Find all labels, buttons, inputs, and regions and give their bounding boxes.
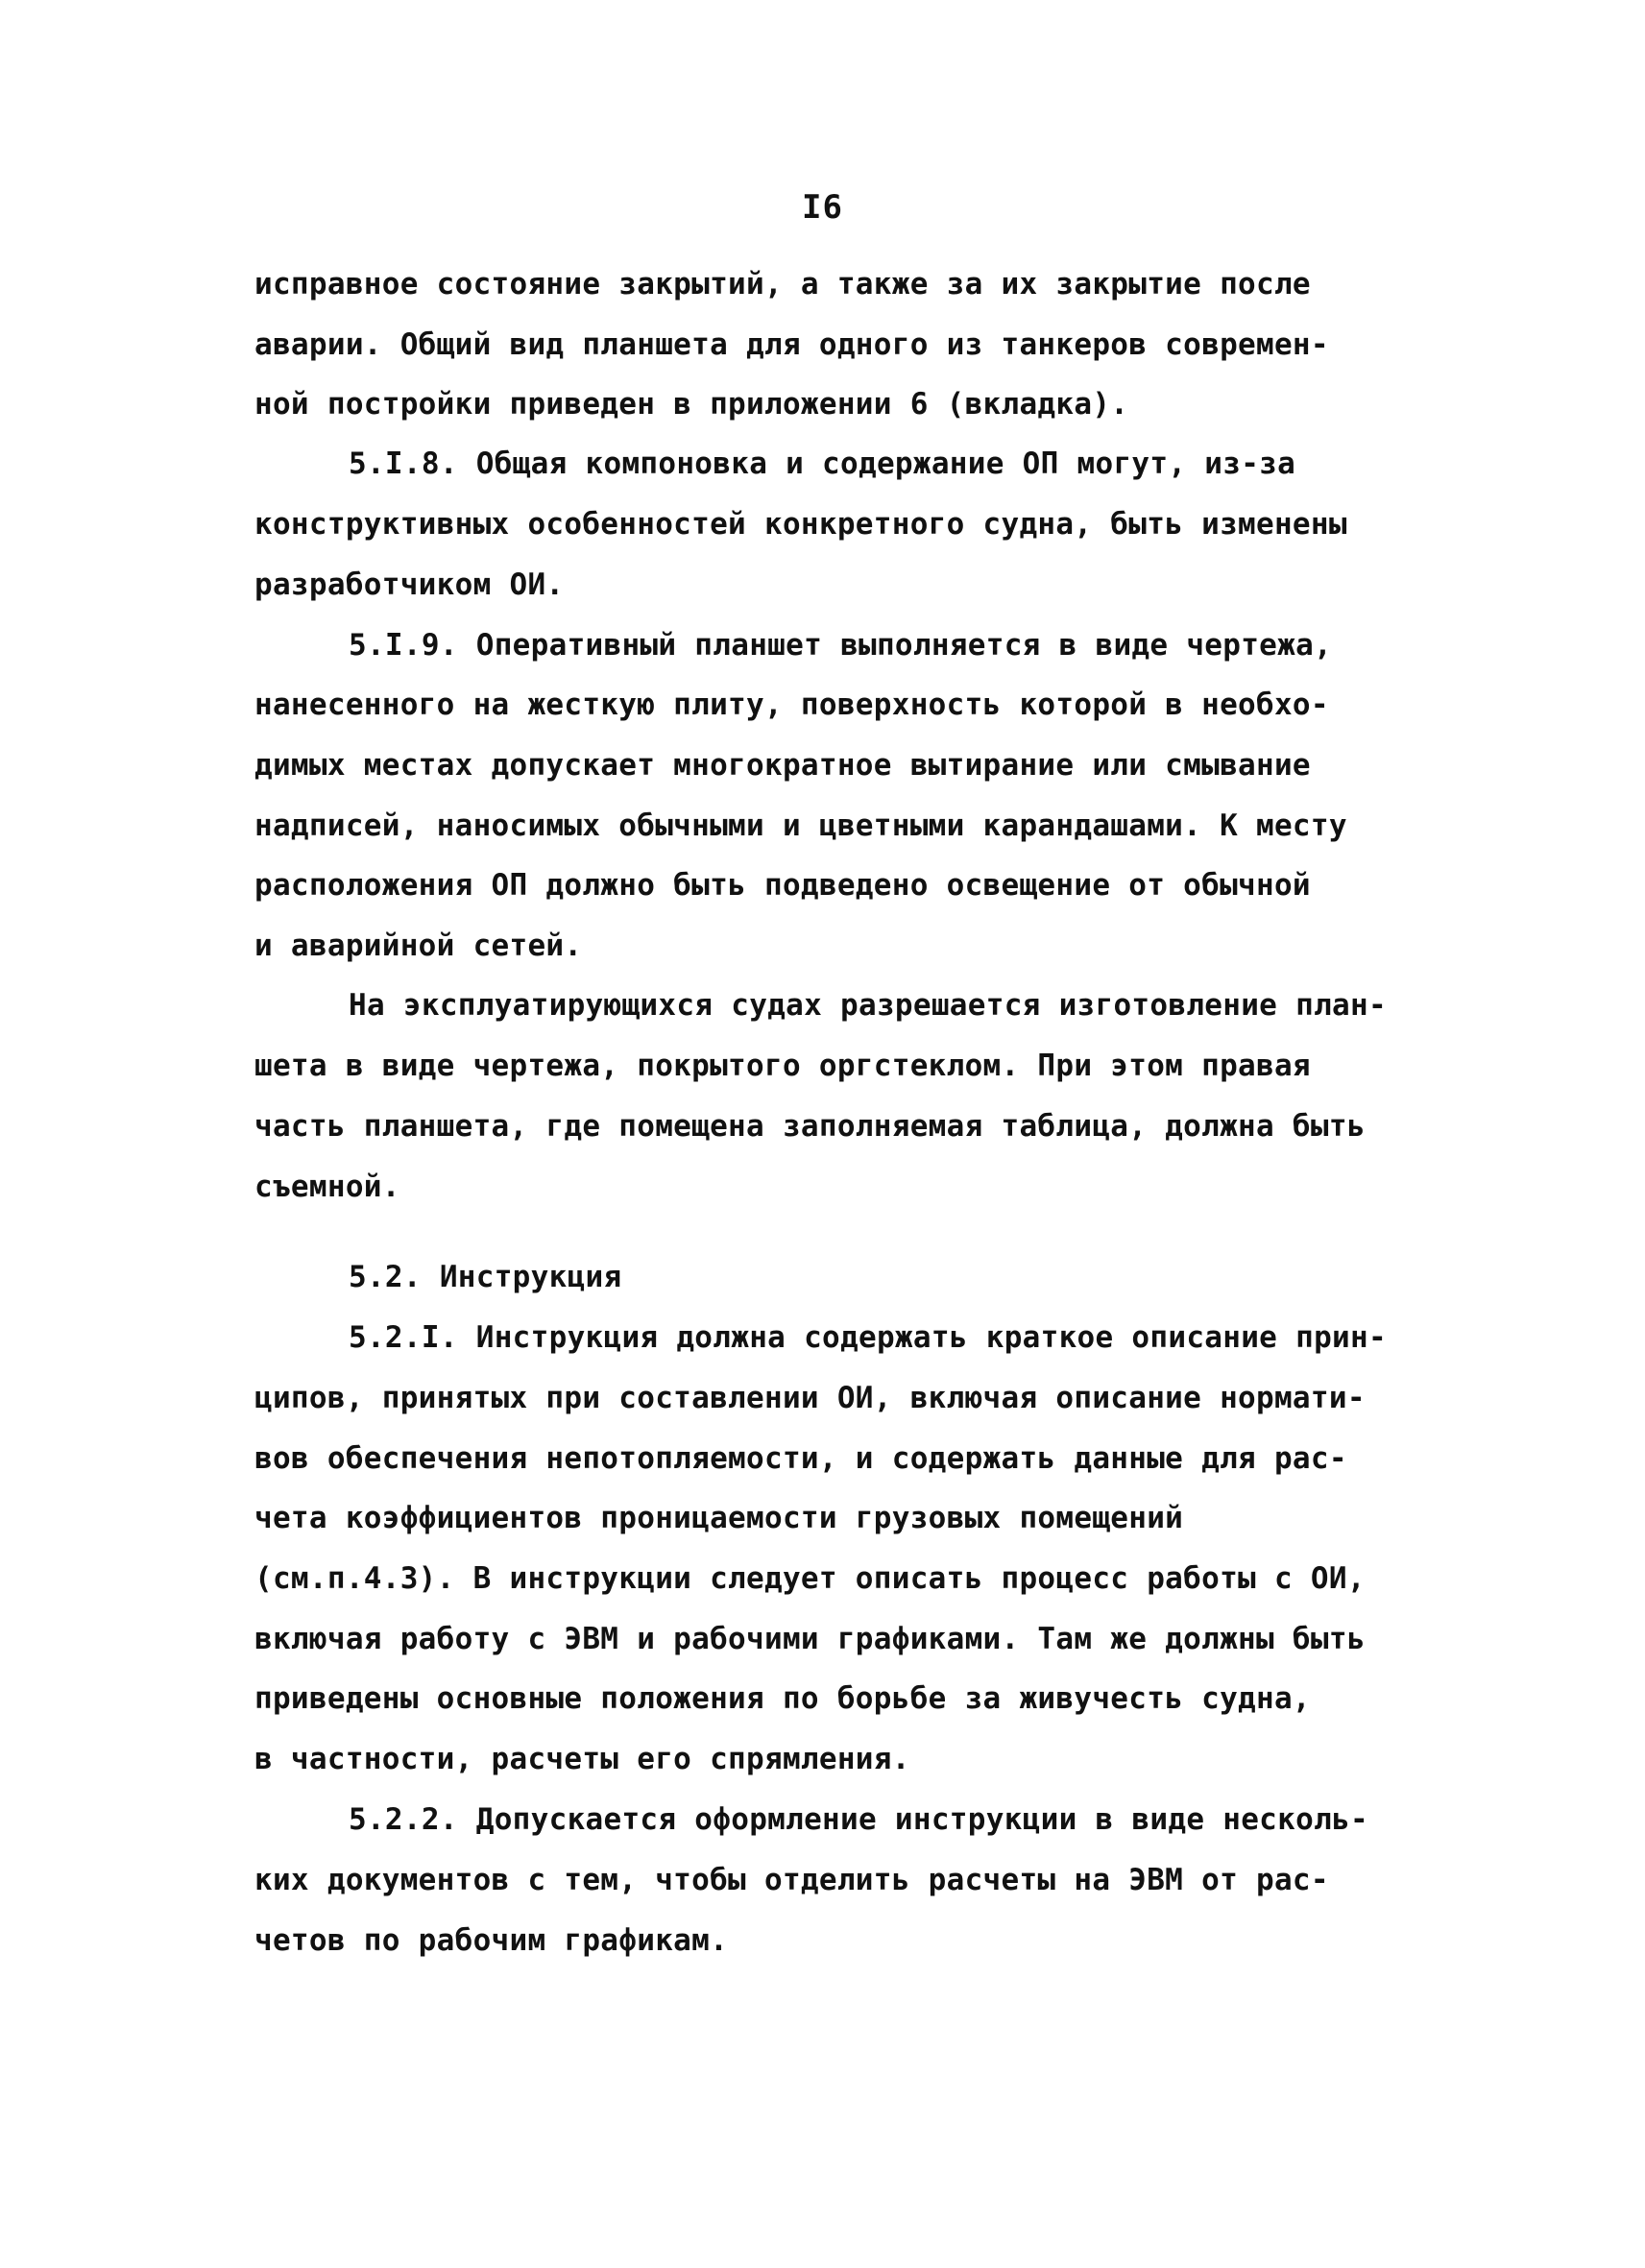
text-line: ципов, принятых при составлении ОИ, включая описание нормати- (254, 1381, 1366, 1415)
text-line: вов обеспечения непотопляемости, и содержать данные для рас- (254, 1441, 1347, 1476)
paragraph-5-1-9-line: 5.I.9. Оперативный планшет выполняется в виде чертежа, (349, 628, 1333, 663)
paragraph-line: На эксплуатирующихся судах разрешается изготовление план- (349, 988, 1387, 1023)
page-number: I6 (802, 188, 843, 227)
text-line: димых местах допускает многократное вытирание или смывание (254, 748, 1311, 783)
text-line: надписей, наносимых обычными и цветными карандашами. К месту (254, 808, 1347, 843)
text-line: ной постройки приведен в приложении 6 (вкладка). (254, 387, 1129, 422)
text-line: съемной. (254, 1170, 400, 1204)
text-line: четов по рабочим графикам. (254, 1923, 729, 1958)
text-line: аварии. Общий вид планшета для одного из танкеров современ- (254, 327, 1329, 362)
paragraph-5-2-1-line: 5.2.I. Инструкция должна содержать краткое описание прин- (349, 1320, 1387, 1355)
text-line: расположения ОП должно быть подведено освещение от обычной (254, 868, 1311, 903)
text-line: исправное состояние закрытий, а также за их закрытие после (254, 267, 1311, 302)
text-line: часть планшета, где помещена заполняемая таблица, должна быть (254, 1109, 1366, 1144)
text-line: в частности, расчеты его спрямления. (254, 1742, 910, 1776)
text-line: чета коэффициентов проницаемости грузовых помещений (254, 1501, 1184, 1535)
paragraph-5-1-8-line: 5.I.8. Общая компоновка и содержание ОП могут, из-за (349, 446, 1296, 481)
text-line: разработчиком ОИ. (254, 567, 565, 602)
text-line: нанесенного на жесткую плиту, поверхность которой в необхо- (254, 688, 1329, 722)
text-line: конструктивных особенностей конкретного судна, быть изменены (254, 507, 1347, 542)
paragraph-5-2-2-line: 5.2.2. Допускается оформление инструкции в виде несколь- (349, 1802, 1368, 1837)
text-line: ких документов с тем, чтобы отделить расчеты на ЭВМ от рас- (254, 1863, 1329, 1897)
text-line: и аварийной сетей. (254, 929, 583, 963)
text-line: шета в виде чертежа, покрытого оргстеклом. При этом правая (254, 1049, 1311, 1083)
section-heading: 5.2. Инструкция (349, 1260, 622, 1294)
text-line: (см.п.4.3). В инструкции следует описать процесс работы с ОИ, (254, 1561, 1366, 1596)
text-line: включая работу с ЭВМ и рабочими графиками. Там же должны быть (254, 1622, 1366, 1656)
text-line: приведены основные положения по борьбе за живучесть судна, (254, 1681, 1311, 1716)
